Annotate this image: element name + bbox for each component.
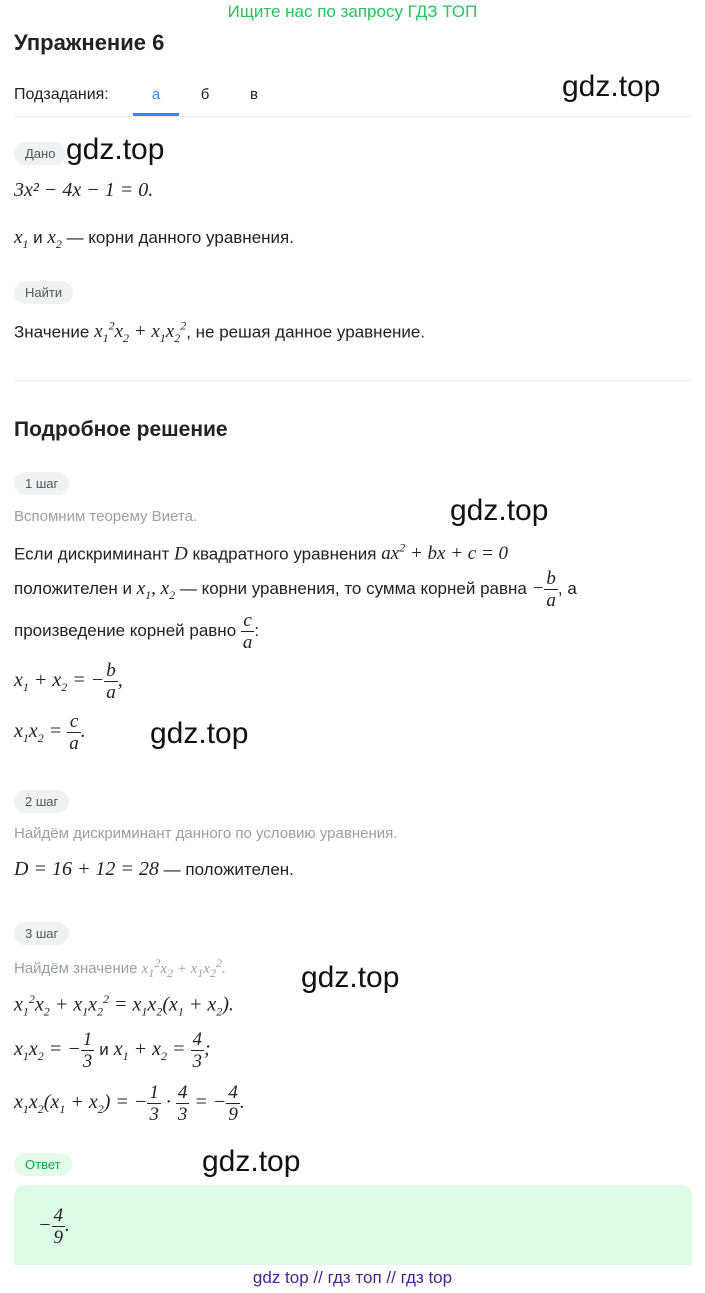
tab-a[interactable]: а <box>151 86 161 103</box>
page-title: Упражнение 6 <box>14 30 165 55</box>
section-divider <box>14 380 692 381</box>
solution-title: Подробное решение <box>14 418 228 441</box>
step-hint: Найдём значение $x_1^2x_2 + x_1x_2^2$. <box>14 956 226 980</box>
given-roots-line: $x_1$ и $x_2$ — корни данного уравнения. <box>14 227 294 251</box>
find-pill: Найти <box>14 281 73 304</box>
given-pill: Дано <box>14 142 66 165</box>
tab-b[interactable]: б <box>200 86 210 103</box>
factor-line: $x_1^2x_2 + x_1x_2^2 = x_1x_2(x_1 + x_2)$. <box>14 992 234 1019</box>
step-hint: Вспомним теорему Виета. <box>14 508 198 525</box>
step-pill: 2 шаг <box>14 790 69 813</box>
step-pill: 3 шаг <box>14 922 69 945</box>
top-banner[interactable]: Ищите нас по запросу ГДЗ ТОП <box>227 2 478 21</box>
result-line: $x_1x_2(x_1 + x_2)$ = − $\frac{1}{3}$ · $\frac{4}{3}$ = − $\frac{4}{9}$ . <box>14 1082 245 1125</box>
vieta-values-line: $x_1x_2$ = − $\frac{1}{3}$ и $x_1 + x_2$ = $\frac{4}{3}$ ; <box>14 1029 211 1072</box>
vieta-product: $x_1x_2$ = $\frac{c}{a}$ . <box>14 711 86 754</box>
tabs-divider <box>14 116 692 117</box>
vieta-sum: $x_1 + x_2$ = − $\frac{b}{a}$ , <box>14 660 123 703</box>
tab-v[interactable]: в <box>250 86 258 103</box>
step1-line3: произведение корней равно $\frac{c}{a}$ : <box>14 610 260 653</box>
watermark: gdz.top <box>450 494 549 527</box>
footer-links[interactable]: gdz top // гдз топ // гдз top <box>252 1268 453 1287</box>
answer-pill: Ответ <box>14 1153 72 1176</box>
answer-value: − $\frac{4}{9}$ . <box>38 1205 70 1248</box>
step1-line2: положителен и $x_1$, $x_2$ — корни уравнения, то сумма корней равна − $\frac{b}{a}$ , а <box>14 568 577 611</box>
discriminant-line: D = 16 + 12 = 28 — положителен. <box>14 858 294 880</box>
step-pill: 1 шаг <box>14 472 69 495</box>
subtasks-label: Подзадания: <box>14 86 109 103</box>
answer-box <box>14 1185 692 1265</box>
step-hint: Найдём дискриминант данного по условию уравнения. <box>14 825 398 842</box>
given-equation: 3x² − 4x − 1 = 0. <box>14 179 154 201</box>
watermark: gdz.top <box>301 961 400 994</box>
step1-line1: Если дискриминант D квадратного уравнения $ax^2$ + bx + c = 0 <box>14 541 509 565</box>
find-line: Значение $x_1^2x_2 + x_1x_2^2$, не решая данное уравнение. <box>14 319 426 346</box>
watermark: gdz.top <box>150 717 249 750</box>
watermark: gdz.top <box>202 1145 301 1178</box>
watermark: gdz.top <box>66 133 165 166</box>
watermark: gdz.top <box>562 70 661 103</box>
